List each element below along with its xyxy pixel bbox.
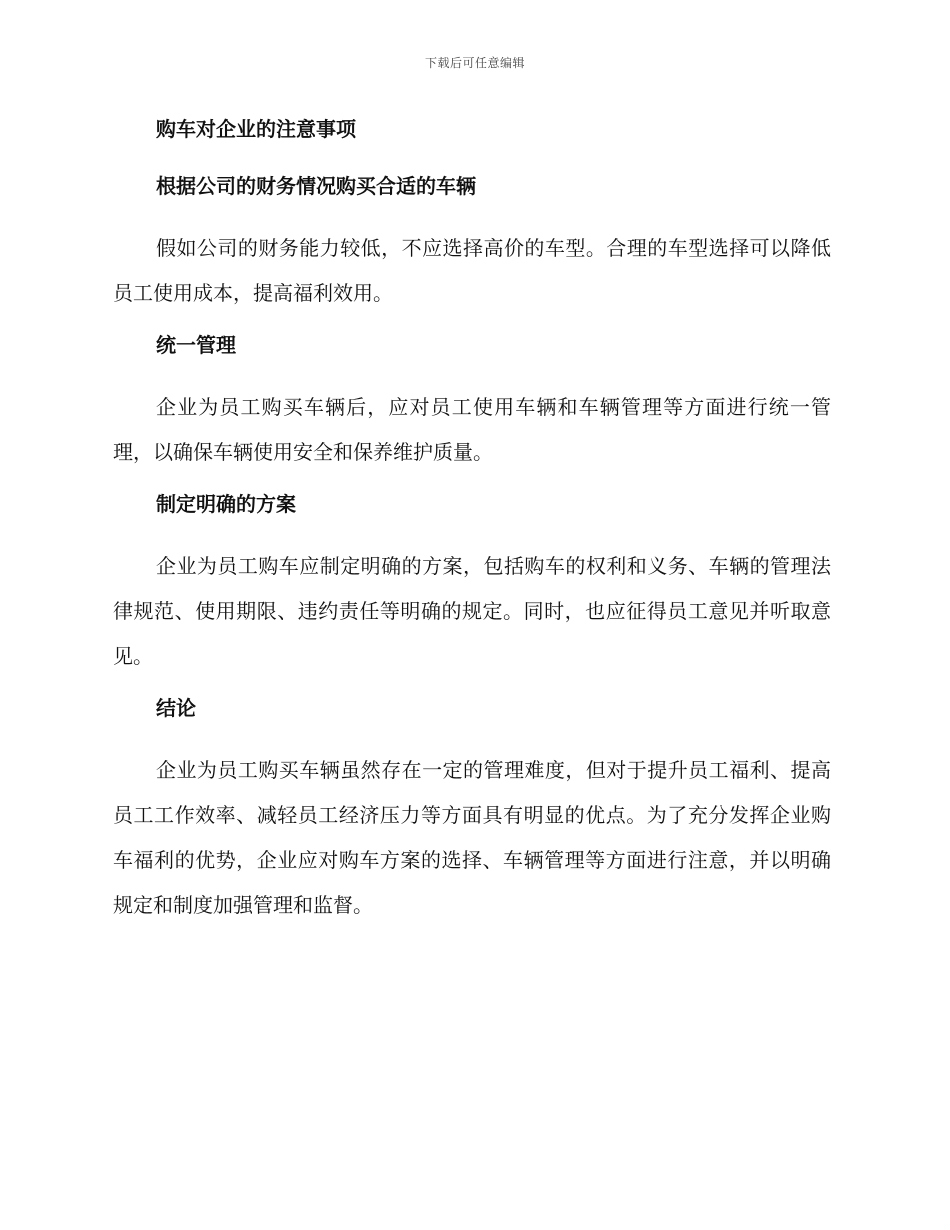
page-header-note: 下载后可任意编辑 xyxy=(424,56,525,70)
section-paragraph: 假如公司的财务能力较低，不应选择高价的车型。合理的车型选择可以降低员工使用成本，提高福利效用。 xyxy=(113,236,831,305)
document-title: 购车对企业的注意事项 xyxy=(156,117,356,141)
document-body xyxy=(113,112,831,940)
section-heading: 根据公司的财务情况购买合适的车辆 xyxy=(156,174,476,198)
section-paragraph: 企业为员工购买车辆后，应对员工使用车辆和车辆管理等方面进行统一管理，以确保车辆使用安全和保养维护质量。 xyxy=(113,395,831,464)
section-conclusion xyxy=(113,691,831,928)
section-financial xyxy=(113,169,831,316)
section-unified-management xyxy=(113,328,831,475)
section-clear-plan xyxy=(113,487,831,679)
section-paragraph: 企业为员工购车应制定明确的方案，包括购车的权利和义务、车辆的管理法律规范、使用期限、违约责任等明确的规定。同时，也应征得员工意见并听取意见。 xyxy=(113,554,831,668)
section-paragraph: 企业为员工购买车辆虽然存在一定的管理难度，但对于提升员工福利、提高员工工作效率、减轻员工经济压力等方面具有明显的优点。为了充分发挥企业购车福利的优势，企业应对购车方案的选择、车辆管理等方面进行注意，并以明确规定和制度加强管理和监督。 xyxy=(113,758,831,917)
section-heading: 统一管理 xyxy=(156,333,236,357)
section-heading: 结论 xyxy=(156,696,196,720)
section-heading: 制定明确的方案 xyxy=(156,492,296,516)
